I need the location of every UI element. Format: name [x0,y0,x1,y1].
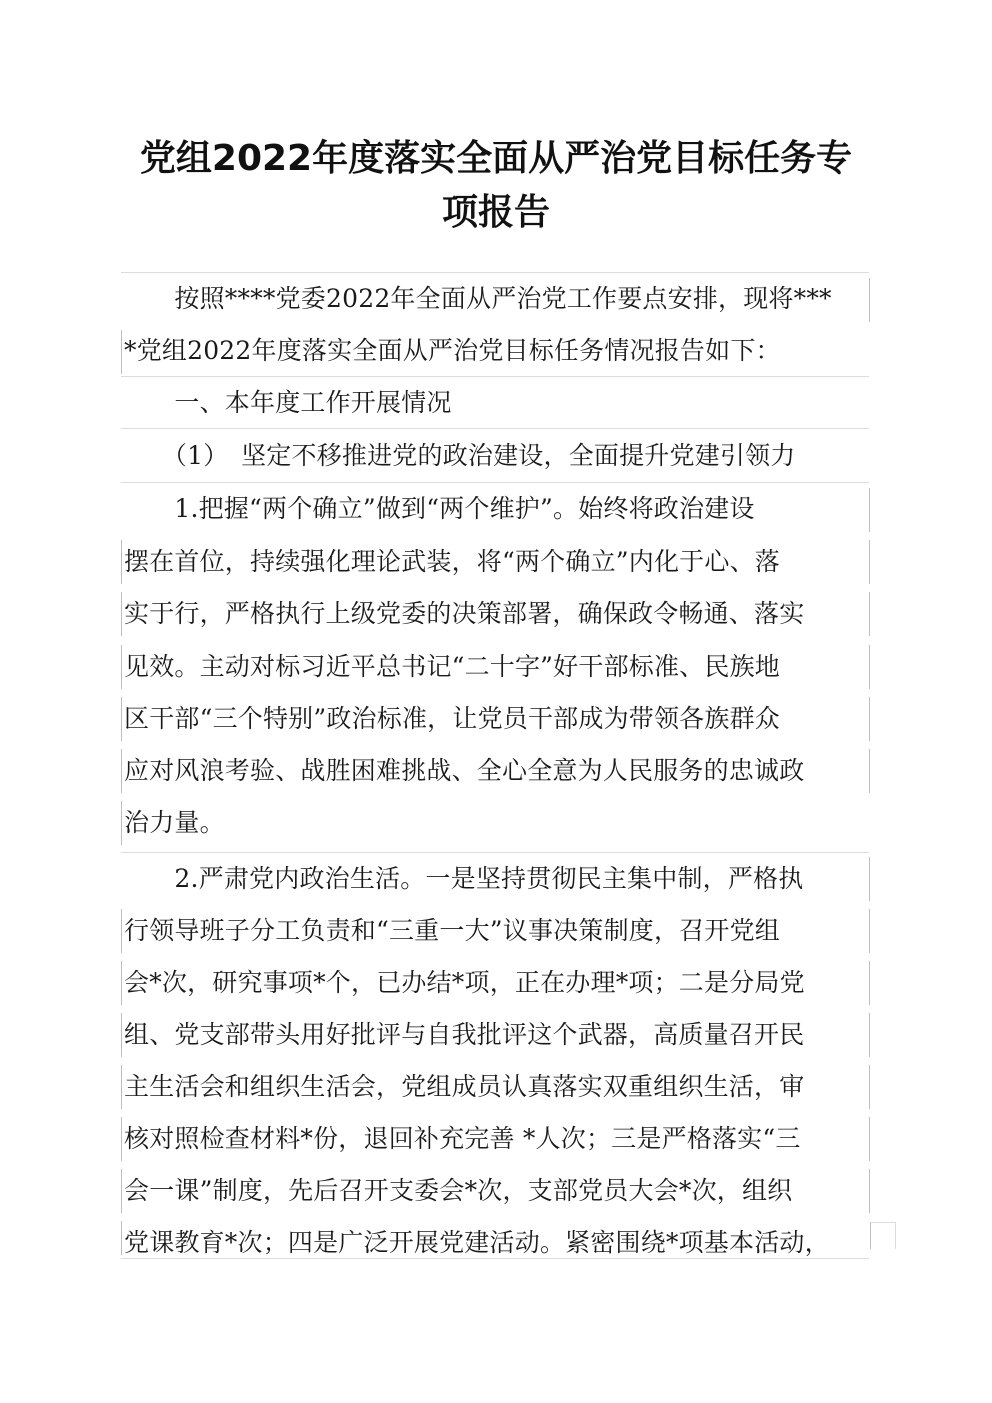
overflow-corner-mark [870,1222,896,1249]
left-margin-mark [121,749,122,793]
left-margin-mark [121,1117,122,1161]
separator-rule [121,852,869,853]
section-heading: 一、本年度工作开展情况 [124,388,452,417]
right-margin-mark [869,1065,870,1109]
point-1-line: 实于行，严格执行上级党委的决策部署，确保政令畅通、落实 [124,599,805,628]
point-2-line: 2.严肃党内政治生活。一是坚持贯彻民主集中制，严格执 [124,864,804,893]
separator-rule [121,376,869,377]
point-2-line: 行领导班子分工负责和“三重一大”议事决策制度，召开党组 [124,916,780,945]
point-1-line: 1.把握“两个确立”做到“两个维护”。始终将政治建设 [124,494,755,523]
intro-line: *党组2022年度落实全面从严治党目标任务情况报告如下： [124,336,781,365]
intro-line: 按照****党委2022年全面从严治党工作要点安排，现将*** [124,284,832,313]
right-margin-mark [869,1169,870,1213]
subsection-heading: （1） 坚定不移推进党的政治建设，全面提升党建引领力 [124,441,796,470]
point-1-line: 摆在首位，持续强化理论武装，将“两个确立”内化于心、落 [124,547,780,576]
left-margin-mark [121,1013,122,1057]
right-margin-mark [869,961,870,1005]
left-margin-mark [121,592,122,636]
left-margin-mark [121,961,122,1005]
right-margin-mark [869,488,870,532]
point-2-line: 主生活会和组织生活会，党组成员认真落实双重组织生活，审 [124,1072,805,1101]
left-margin-mark [121,540,122,584]
right-margin-mark [869,909,870,953]
left-margin-mark [121,909,122,953]
right-margin-mark [869,1013,870,1057]
left-margin-mark [121,1221,122,1255]
left-margin-mark [121,645,122,689]
point-2-line: 核对照检查材料*份，退回补充完善 *人次；三是严格落实“三 [124,1124,801,1153]
separator-rule [121,428,869,429]
right-margin-mark [869,278,870,322]
separator-rule [121,272,869,273]
right-margin-mark [869,645,870,689]
point-1-line: 区干部“三个特别”政治标准，让党员干部成为带领各族群众 [124,704,780,733]
right-margin-mark [869,1117,870,1161]
point-1-line: 见效。主动对标习近平总书记“二十字”好干部标准、民族地 [124,652,780,681]
right-margin-mark [869,749,870,793]
left-margin-mark [121,801,122,845]
right-margin-mark [869,857,870,901]
point-1-line: 应对风浪考验、战胜困难挑战、全心全意为人民服务的忠诚政 [124,756,805,785]
right-margin-mark [869,592,870,636]
left-margin-mark [121,697,122,741]
left-margin-mark [121,1169,122,1213]
right-margin-mark [869,540,870,584]
right-margin-mark [869,697,870,741]
document-title-line-2: 项报告 [441,192,550,233]
point-2-line: 会一课”制度，先后召开支委会*次，支部党员大会*次，组织 [124,1176,793,1205]
document-title-line-1: 党组2022年度落实全面从严治党目标任务专 [139,138,853,179]
point-2-line: 党课教育*次；四是广泛开展党建活动。紧密围绕*项基本活动， [124,1228,830,1257]
point-1-line: 治力量。 [124,808,225,837]
point-2-line: 组、党支部带头用好批评与自我批评这个武器，高质量召开民 [124,1020,805,1049]
point-2-line: 会*次，研究事项*个，已办结*项，正在办理*项；二是分局党 [124,968,805,997]
separator-rule [121,482,869,483]
left-margin-mark [121,1065,122,1109]
left-margin-mark [121,330,122,374]
